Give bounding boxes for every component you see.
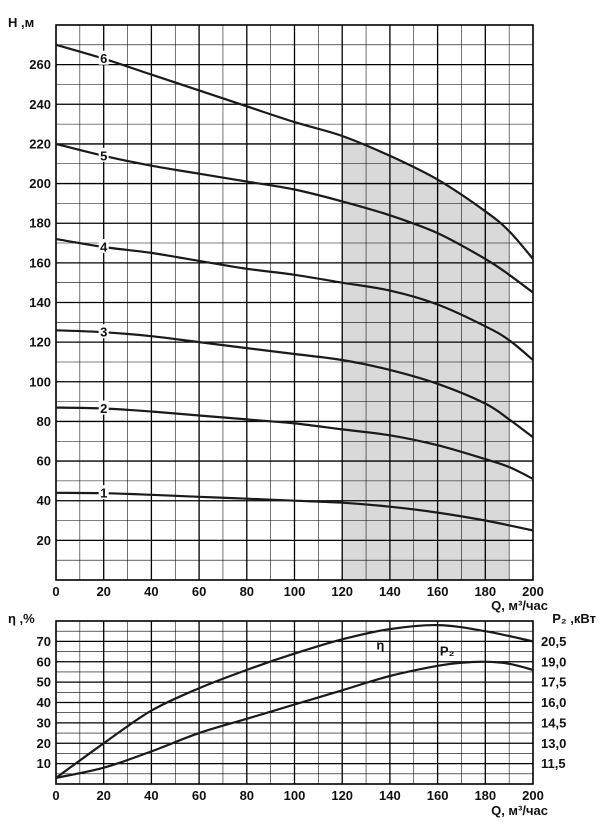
x-tick-label: 40 bbox=[144, 584, 159, 599]
head-flow-chart bbox=[8, 15, 548, 613]
x-tick-label: 140 bbox=[379, 584, 401, 599]
y-tick-label: 140 bbox=[29, 295, 51, 310]
y-tick-label: 80 bbox=[36, 413, 51, 429]
curve-label-1: 1 bbox=[100, 485, 108, 501]
head-shaded-zone-area bbox=[342, 136, 509, 580]
efficiency-y-ticks bbox=[37, 634, 51, 771]
power-tick-label: 20,5 bbox=[541, 633, 567, 649]
head-y-axis-label: Н ,м bbox=[8, 15, 35, 30]
series-label-efficiency: η bbox=[376, 637, 385, 653]
efficiency-x-axis-label: Q, м³/час bbox=[491, 803, 548, 818]
y-tick-label: 240 bbox=[29, 96, 51, 112]
efficiency-x-ticks bbox=[52, 788, 543, 803]
y-tick-label: 220 bbox=[29, 136, 51, 152]
curve-label-5: 5 bbox=[100, 148, 108, 164]
x-tick-label: 100 bbox=[283, 788, 306, 803]
power-tick-label: 13,0 bbox=[541, 735, 567, 751]
x-tick-label: 200 bbox=[522, 788, 544, 803]
y-tick-label: 260 bbox=[29, 57, 51, 73]
x-tick-label: 160 bbox=[426, 584, 449, 599]
head-y-ticks bbox=[29, 57, 51, 548]
x-tick-label: 120 bbox=[331, 788, 354, 803]
power-y-ticks bbox=[541, 634, 566, 771]
power-tick-label: 11,5 bbox=[541, 756, 566, 772]
x-tick-label: 0 bbox=[52, 584, 60, 599]
head-x-axis-label: Q, м³/час bbox=[491, 598, 548, 613]
x-tick-label: 160 bbox=[426, 788, 449, 803]
x-tick-label: 180 bbox=[474, 584, 497, 599]
x-tick-label: 0 bbox=[52, 788, 60, 803]
y-tick-label: 50 bbox=[36, 674, 51, 690]
y-tick-label: 40 bbox=[36, 695, 51, 710]
y-tick-label: 100 bbox=[29, 374, 51, 390]
series-label-power: P₂ bbox=[439, 643, 455, 659]
y-tick-label: 200 bbox=[29, 176, 51, 192]
y-tick-label: 70 bbox=[36, 633, 51, 649]
efficiency-y-axis-label: η ,% bbox=[8, 611, 35, 626]
y-tick-label: 40 bbox=[36, 493, 51, 509]
y-tick-label: 60 bbox=[36, 453, 51, 469]
power-tick-label: 16,0 bbox=[541, 695, 567, 710]
x-tick-label: 100 bbox=[283, 584, 306, 599]
x-tick-label: 120 bbox=[331, 584, 354, 599]
y-tick-label: 20 bbox=[36, 735, 51, 751]
x-tick-label: 40 bbox=[144, 788, 159, 803]
x-tick-label: 20 bbox=[96, 788, 111, 803]
head-x-ticks bbox=[52, 584, 543, 599]
head-chart-grid bbox=[56, 25, 533, 580]
x-tick-label: 20 bbox=[96, 584, 111, 599]
x-tick-label: 60 bbox=[191, 788, 207, 803]
curve-label-6: 6 bbox=[100, 51, 108, 67]
y-tick-label: 120 bbox=[29, 334, 51, 350]
x-tick-label: 140 bbox=[379, 788, 401, 803]
efficiency-power-chart bbox=[8, 611, 596, 818]
y-tick-label: 60 bbox=[36, 654, 51, 670]
y-tick-label: 30 bbox=[36, 715, 51, 731]
y-tick-label: 10 bbox=[36, 756, 51, 772]
y-tick-label: 160 bbox=[29, 255, 51, 271]
x-tick-label: 200 bbox=[522, 584, 544, 599]
power-tick-label: 19,0 bbox=[541, 654, 567, 670]
x-tick-label: 80 bbox=[239, 584, 255, 599]
power-tick-label: 17,5 bbox=[541, 674, 567, 690]
y-tick-label: 180 bbox=[29, 215, 51, 231]
y-tick-label: 20 bbox=[36, 532, 51, 548]
x-tick-label: 60 bbox=[191, 584, 207, 599]
x-tick-label: 80 bbox=[239, 788, 255, 803]
x-tick-label: 180 bbox=[474, 788, 497, 803]
power-y-axis-label: P₂ ,кВт bbox=[552, 611, 596, 626]
curve-label-4: 4 bbox=[100, 239, 108, 255]
power-tick-label: 14,5 bbox=[541, 715, 567, 731]
curve-label-2: 2 bbox=[100, 401, 108, 417]
curve-label-3: 3 bbox=[100, 324, 108, 340]
